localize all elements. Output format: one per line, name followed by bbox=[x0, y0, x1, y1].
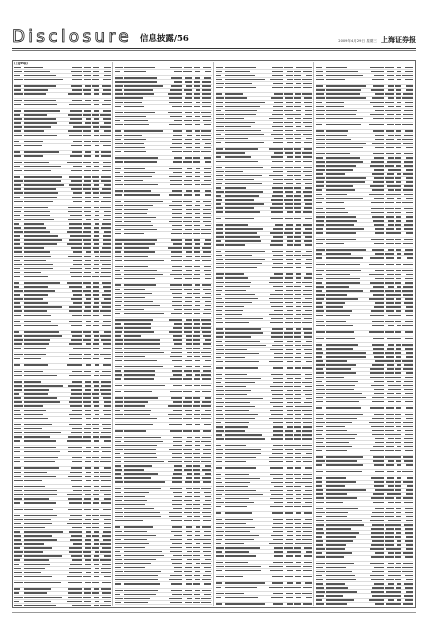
masthead bbox=[12, 22, 416, 46]
listing-columns bbox=[14, 62, 414, 606]
header-rule-thin bbox=[12, 50, 416, 51]
listing-column-4 bbox=[316, 62, 414, 606]
fund-table bbox=[216, 66, 313, 606]
fund-table bbox=[316, 66, 413, 606]
section-title: 信息披露/56 bbox=[139, 34, 189, 44]
continuation-label: (上接55版) bbox=[14, 62, 28, 65]
table-row bbox=[216, 603, 313, 606]
listing-column-3 bbox=[216, 62, 315, 606]
fund-table bbox=[115, 66, 212, 606]
table-row bbox=[14, 604, 111, 606]
listing-column-1 bbox=[14, 62, 113, 606]
listing-column-2 bbox=[115, 62, 214, 606]
issue-date: 2009年4月29日 星期三 bbox=[338, 39, 377, 43]
fund-table bbox=[14, 66, 111, 606]
footer-rule bbox=[12, 612, 416, 613]
newspaper-name: 上海证券报 bbox=[381, 35, 416, 44]
table-row bbox=[316, 603, 413, 606]
header-rule bbox=[12, 48, 416, 49]
brand-title: Disclosure bbox=[12, 27, 132, 47]
table-row bbox=[115, 605, 212, 606]
